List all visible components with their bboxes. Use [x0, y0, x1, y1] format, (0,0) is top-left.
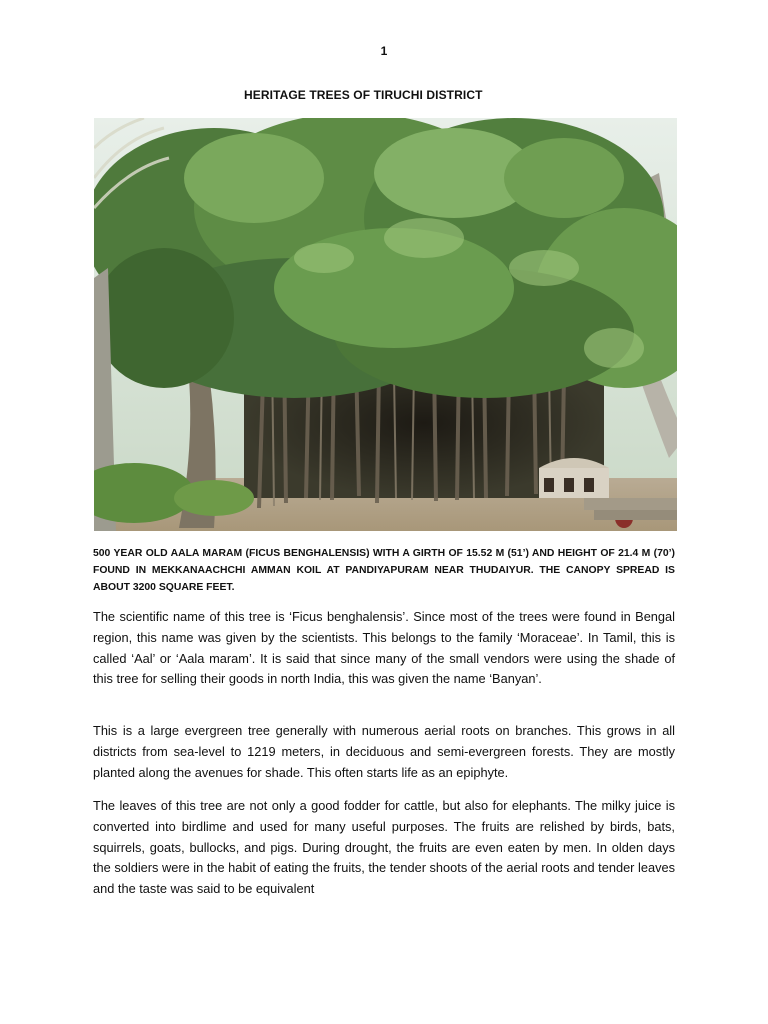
- paragraph-description: This is a large evergreen tree generally with numerous aerial roots on branches. This grows in all districts from sea-level to 1219 meters, in deciduous and semi-evergreen forests. They are mostly planted along the avenues for shade. This often starts life as an epiphyte.: [93, 723, 675, 780]
- photo-caption: 500 YEAR OLD AALA MARAM (FICUS BENGHALENSIS) WITH A GIRTH OF 15.52 M (51’) AND HEIGHT OF 21.4 M (70’) FOUND IN MEKKANAACHCHI AMMAN KOIL AT PANDIYAPURAM NEAR THUDAIYUR. THE CANOPY SPREAD IS ABOUT 3200 SQUARE FEET.: [93, 548, 675, 593]
- paragraph-uses: The leaves of this tree are not only a good fodder for cattle, but also for elephants. The milky juice is converted into birdlime and used for many useful purposes. The fruits are relished by birds, bats, squirrels, goats, bullocks, and pigs. During drought, the fruits are even eaten by men. In olden days the soldiers were in the habit of eating the fruits, the tender shoots of the aerial roots and tender leaves and the taste was said to be equivalent: [93, 798, 675, 897]
- paragraph-scientific-name: The scientific name of this tree is ‘Ficus benghalensis’. Since most of the trees were found in Bengal region, this name was given by the scientists. This belongs to the family ‘Moraceae’. In Tamil, this is called ‘Aal’ or ‘Aala maram’. It is said that since many of the small vendors were using the shade of this tree for selling their goods in north India, this was given the name ‘Banyan’.: [93, 609, 675, 687]
- banyan-tree-photo: [94, 118, 677, 531]
- page-number: 1: [380, 44, 388, 58]
- document-title: HERITAGE TREES OF TIRUCHI DISTRICT: [244, 88, 483, 102]
